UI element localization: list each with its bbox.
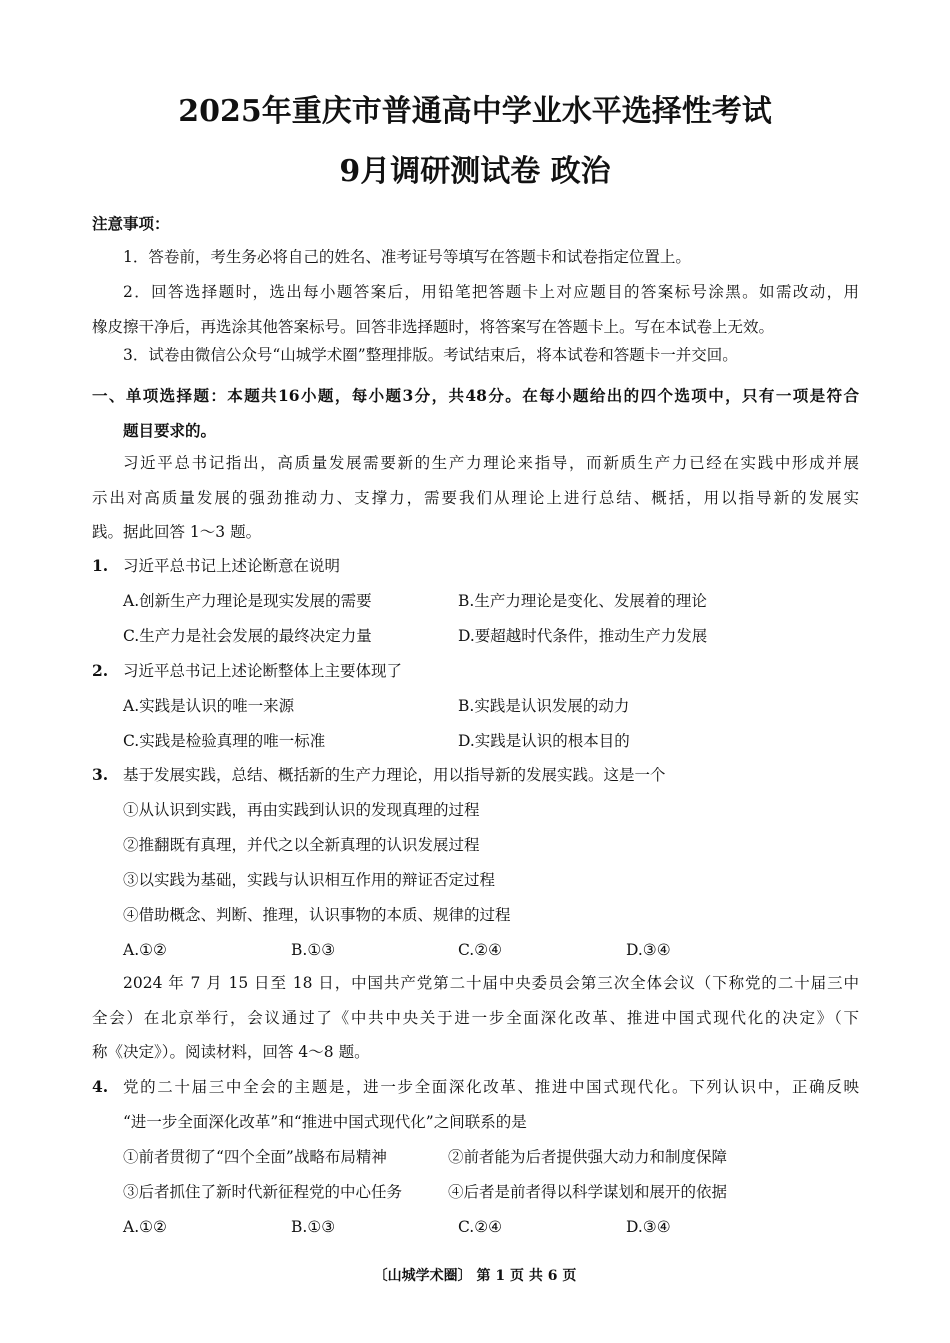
- exam-subtitle: 9月调研测试卷 政治: [339, 154, 611, 189]
- notice-item: 2．回答选择题时，选出每小题答案后，用铅笔把答题卡上对应题目的答案标号涂黑。如需改动，用: [123, 283, 859, 301]
- question-number: 1.: [92, 556, 109, 575]
- notice-item: 橡皮擦干净后，再选涂其他答案标号。回答非选择题时，将答案写在答题卡上。写在本试卷上无效。: [92, 318, 775, 336]
- option-a: A.①②: [123, 1218, 167, 1236]
- option-c: C.②④: [458, 1218, 503, 1236]
- option-d: D.③④: [626, 941, 671, 959]
- material-text: 称《决定》）。阅读材料，回答 4～8 题。: [92, 1043, 370, 1061]
- option-d: D.要超越时代条件，推动生产力发展: [458, 627, 708, 645]
- notice-heading: 注意事项：: [92, 214, 170, 233]
- option-b: B.①③: [291, 1218, 336, 1236]
- option-b: B.实践是认识发展的动力: [458, 697, 630, 715]
- notice-item: 3．试卷由微信公众号“山城学术圈”整理排版。考试结束后，将本试卷和答题卡一并交回。: [123, 346, 738, 364]
- statement-item: ①从认识到实践，再由实践到认识的发现真理的过程: [123, 801, 480, 819]
- material-text: 全会）在北京举行，会议通过了《中共中央关于进一步全面深化改革、推进中国式现代化的决定》（下: [92, 1009, 859, 1027]
- statement-item: ③后者抓住了新时代新征程党的中心任务: [123, 1183, 403, 1201]
- question-stem: 基于发展实践，总结、概括新的生产力理论，用以指导新的发展实践。这是一个: [123, 766, 666, 784]
- option-b: B.生产力理论是变化、发展着的理论: [458, 592, 707, 610]
- statement-item: ②前者能为后者提供强大动力和制度保障: [448, 1148, 728, 1166]
- statement-item: ④借助概念、判断、推理，认识事物的本质、规律的过程: [123, 906, 511, 924]
- material-text: 2024 年 7 月 15 日至 18 日，中国共产党第二十届中央委员会第三次全体会议（下称党的二十届三中: [123, 974, 859, 992]
- exam-title: 2025年重庆市普通高中学业水平选择性考试: [178, 94, 772, 129]
- option-c: C.实践是检验真理的唯一标准: [123, 732, 326, 750]
- material-text: 习近平总书记指出，高质量发展需要新的生产力理论来指导，而新质生产力已经在实践中形成并展: [123, 454, 859, 472]
- option-a: A.实践是认识的唯一来源: [123, 697, 295, 715]
- question-stem: 党的二十届三中全会的主题是，进一步全面深化改革、推进中国式现代化。下列认识中，正确反映: [123, 1078, 859, 1096]
- page-footer: 〔山城学术圈〕 第 1 页 共 6 页: [373, 1268, 577, 1284]
- option-d: D.③④: [626, 1218, 671, 1236]
- material-text: 践。据此回答 1～3 题。: [92, 523, 262, 541]
- question-number: 3.: [92, 765, 109, 784]
- question-stem: 习近平总书记上述论断意在说明: [123, 557, 341, 575]
- question-number: 4.: [92, 1077, 109, 1096]
- section-heading: 题目要求的。: [123, 421, 217, 440]
- option-c: C.②④: [458, 941, 503, 959]
- option-a: A.①②: [123, 941, 167, 959]
- notice-item: 1．答卷前，考生务必将自己的姓名、准考证号等填写在答题卡和试卷指定位置上。: [123, 248, 691, 266]
- section-heading: 一、单项选择题：本题共16小题，每小题3分，共48分。在每小题给出的四个选项中，只有一项是符合: [92, 386, 859, 405]
- question-number: 2.: [92, 661, 109, 680]
- option-b: B.①③: [291, 941, 336, 959]
- statement-item: ④后者是前者得以科学谋划和展开的依据: [448, 1183, 728, 1201]
- option-c: C.生产力是社会发展的最终决定力量: [123, 627, 372, 645]
- statement-item: ③以实践为基础，实践与认识相互作用的辩证否定过程: [123, 871, 496, 889]
- question-stem: “进一步全面深化改革”和“推进中国式现代化”之间联系的是: [123, 1113, 527, 1131]
- statement-item: ①前者贯彻了“四个全面”战略布局精神: [123, 1148, 387, 1166]
- option-a: A.创新生产力理论是现实发展的需要: [123, 592, 372, 610]
- statement-item: ②推翻既有真理，并代之以全新真理的认识发展过程: [123, 836, 480, 854]
- material-text: 示出对高质量发展的强劲推动力、支撑力，需要我们从理论上进行总结、概括，用以指导新的发展实: [92, 489, 859, 507]
- option-d: D.实践是认识的根本目的: [458, 732, 630, 750]
- question-stem: 习近平总书记上述论断整体上主要体现了: [123, 662, 403, 680]
